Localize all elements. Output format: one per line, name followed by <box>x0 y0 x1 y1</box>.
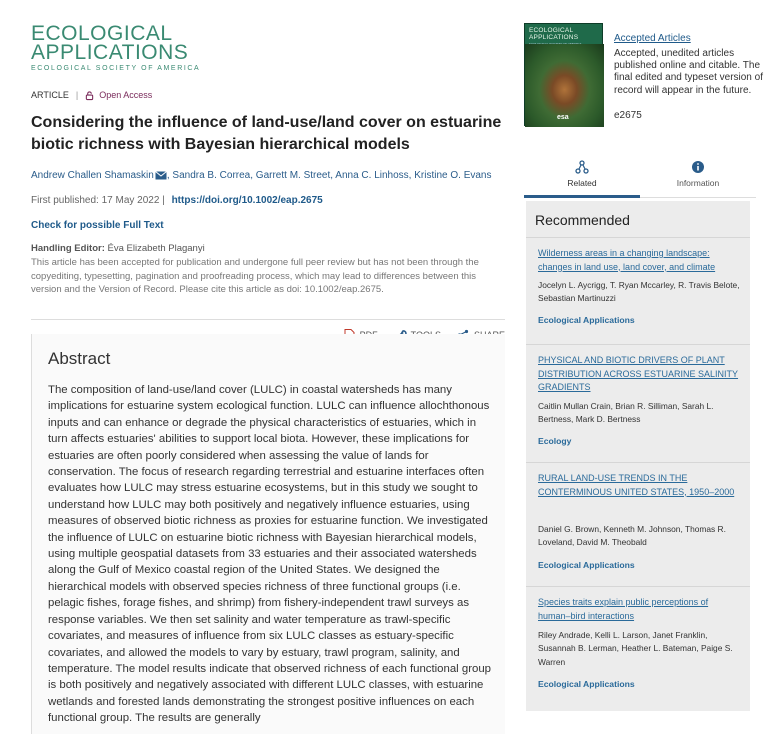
tab-information[interactable] <box>640 160 756 198</box>
cover-title-line2: APPLICATIONS <box>529 33 579 41</box>
journal-logo[interactable] <box>31 24 505 72</box>
article-title: Considering the influence of land-use/land cover on estuarine biotic richness with Bayesian hierarchical models <box>31 114 502 153</box>
recommended-panel <box>526 201 750 711</box>
info-icon <box>691 160 705 174</box>
recommended-journal: Ecological Applications <box>538 679 635 689</box>
recommended-title-link[interactable]: RURAL LAND-USE TRENDS IN THE CONTERMINOUS UNITED STATES, 1950–2000 <box>538 473 735 497</box>
accepted-articles-link[interactable]: Accepted Articles <box>614 33 691 44</box>
tab-related-label: Related <box>567 178 597 188</box>
abstract-section <box>31 334 505 734</box>
handling-editor-name: Éva Elizabeth Plaganyi <box>107 243 205 254</box>
recommended-item <box>526 237 750 337</box>
recommended-title-link[interactable]: PHYSICAL AND BIOTIC DRIVERS OF PLANT DISTRIBUTION ACROSS ESTUARINE SALINITY GRADIENTS <box>538 355 739 392</box>
abstract-heading: Abstract <box>48 349 111 368</box>
sidebar-tabs <box>524 160 756 198</box>
article-type: ARTICLE <box>31 90 69 100</box>
logo-line1: ECOLOGICAL <box>31 22 173 45</box>
handling-editor-label: Handling Editor: <box>31 243 105 254</box>
accepted-articles-description: Accepted, unedited articles published online and citable. The final edited and typeset version of record will appear in the future. <box>614 48 763 96</box>
recommended-authors: Jocelyn L. Aycrigg, T. Ryan Mccarley, R. Travis Belote, Sebastian Martinuzzi <box>538 280 740 304</box>
email-icon[interactable] <box>155 171 167 180</box>
author-link[interactable]: Sandra B. Correa <box>172 170 251 181</box>
meta-separator: | <box>75 90 79 100</box>
recommended-journal: Ecology <box>538 436 572 446</box>
author-link[interactable]: Anna C. Linhoss <box>335 170 409 181</box>
journal-cover-image[interactable] <box>524 23 603 126</box>
cover-title <box>525 24 602 41</box>
article-header <box>31 24 505 354</box>
recommended-title-link[interactable]: Species traits explain public perceptions of human–bird interactions <box>538 597 709 621</box>
lock-open-icon <box>85 91 94 100</box>
logo-line2: APPLICATIONS <box>31 41 189 64</box>
abstract-text: The composition of land-use/land cover (LULC) in coastal watersheds has many implications for estuarine system ecological function. LULC can influence allochthonous inputs and can enhance or degrade the physical characteristics of estuaries, which in turn affects estuaries' abilities to support local biota. However, these implications for estuaries are often poorly considered when assessing the value of lands for conservation. The focus of research regarding terrestrial and estuarine interfaces often evaluates how LULC may stress estuarine ecosystems, but in this study we sought to understand how LULC may both positively and negatively influence estuaries, using measures of observed biotic richness as proxies for estuarine function. We investigated the influence of LULC on estuarine biotic richness with Bayesian hierarchical models, using multiple geospatial datasets from 33 estuaries and their associated watersheds along the Gulf of Mexico coastal region of the United States. We designed the hierarchical models with observed species richness of three functional groups (i.e. pelagic fishes, forage fishes, and shrimp) from fishery-independent trawl surveys as response variables. We then set salinity and water temperature as trawl-specific covariates, and measures of influence from six LULC classes as estuary-specific covariates, and allowed the models to vary by estuary, trawl program, salinity, and temperature. The model results indicate that observed richness of each functional group is both positively and negatively associated with different LULC classes, with estuarine wetlands and forested lands demonstrating the strongest positive influences on each functional group. The results are generally <box>48 384 492 725</box>
recommended-authors: Daniel G. Brown, Kenneth M. Johnson, Thomas R. Loveland, David M. Theobald <box>538 524 726 548</box>
recommended-title-link[interactable]: Wilderness areas in a changing landscape: changes in land use, land cover, and climate <box>538 248 716 272</box>
publication-info <box>31 195 505 206</box>
related-icon <box>575 160 589 174</box>
author-link[interactable]: Andrew Challen Shamaskin <box>31 170 154 181</box>
recommended-authors: Caitlin Mullan Crain, Brian R. Silliman, Sarah L. Bertness, Mark D. Bertness <box>538 401 714 425</box>
handling-editor <box>31 243 505 254</box>
tab-information-label: Information <box>676 178 720 188</box>
author-link[interactable]: Garrett M. Street <box>255 170 331 181</box>
recommended-journal: Ecological Applications <box>538 560 635 570</box>
divider <box>31 319 505 320</box>
recommended-item <box>526 344 750 462</box>
open-access-badge: Open Access <box>99 90 153 100</box>
accepted-notice: This article has been accepted for publication and undergone full peer review but has not been through the copyediting, typesetting, pagination and proofreading process, which may lead to differences between this version and the Version of Record. Please cite this article as doi: 10.1002/eap.2675. <box>31 257 479 295</box>
recommended-item <box>526 586 750 711</box>
check-full-text-link[interactable]: Check for possible Full Text <box>31 220 164 231</box>
meta-separator: | <box>162 195 168 206</box>
doi-link[interactable]: https://doi.org/10.1002/eap.2675 <box>171 195 323 206</box>
recommended-heading: Recommended <box>535 212 630 228</box>
author-list: Andrew Challen Shamaskin , Sandra B. Correa, Garrett M. Street, Anna C. Linhoss, Kristine O. Evans <box>31 170 492 181</box>
cover-title-line1: ECOLOGICAL <box>529 27 574 34</box>
cover-esa-logo: esa <box>557 114 569 121</box>
first-published: First published: 17 May 2022 <box>31 195 160 206</box>
author-link[interactable]: Kristine O. Evans <box>414 170 492 181</box>
article-meta <box>31 90 505 100</box>
tab-related[interactable] <box>524 160 640 198</box>
article-number: e2675 <box>614 110 642 121</box>
recommended-authors: Riley Andrade, Kelli L. Larson, Janet Franklin, Susannah B. Lerman, Heather L. Bateman, Paige S. Warren <box>538 630 733 667</box>
logo-society: ECOLOGICAL SOCIETY OF AMERICA <box>31 65 201 72</box>
recommended-journal: Ecological Applications <box>538 315 635 325</box>
recommended-item <box>526 462 750 584</box>
